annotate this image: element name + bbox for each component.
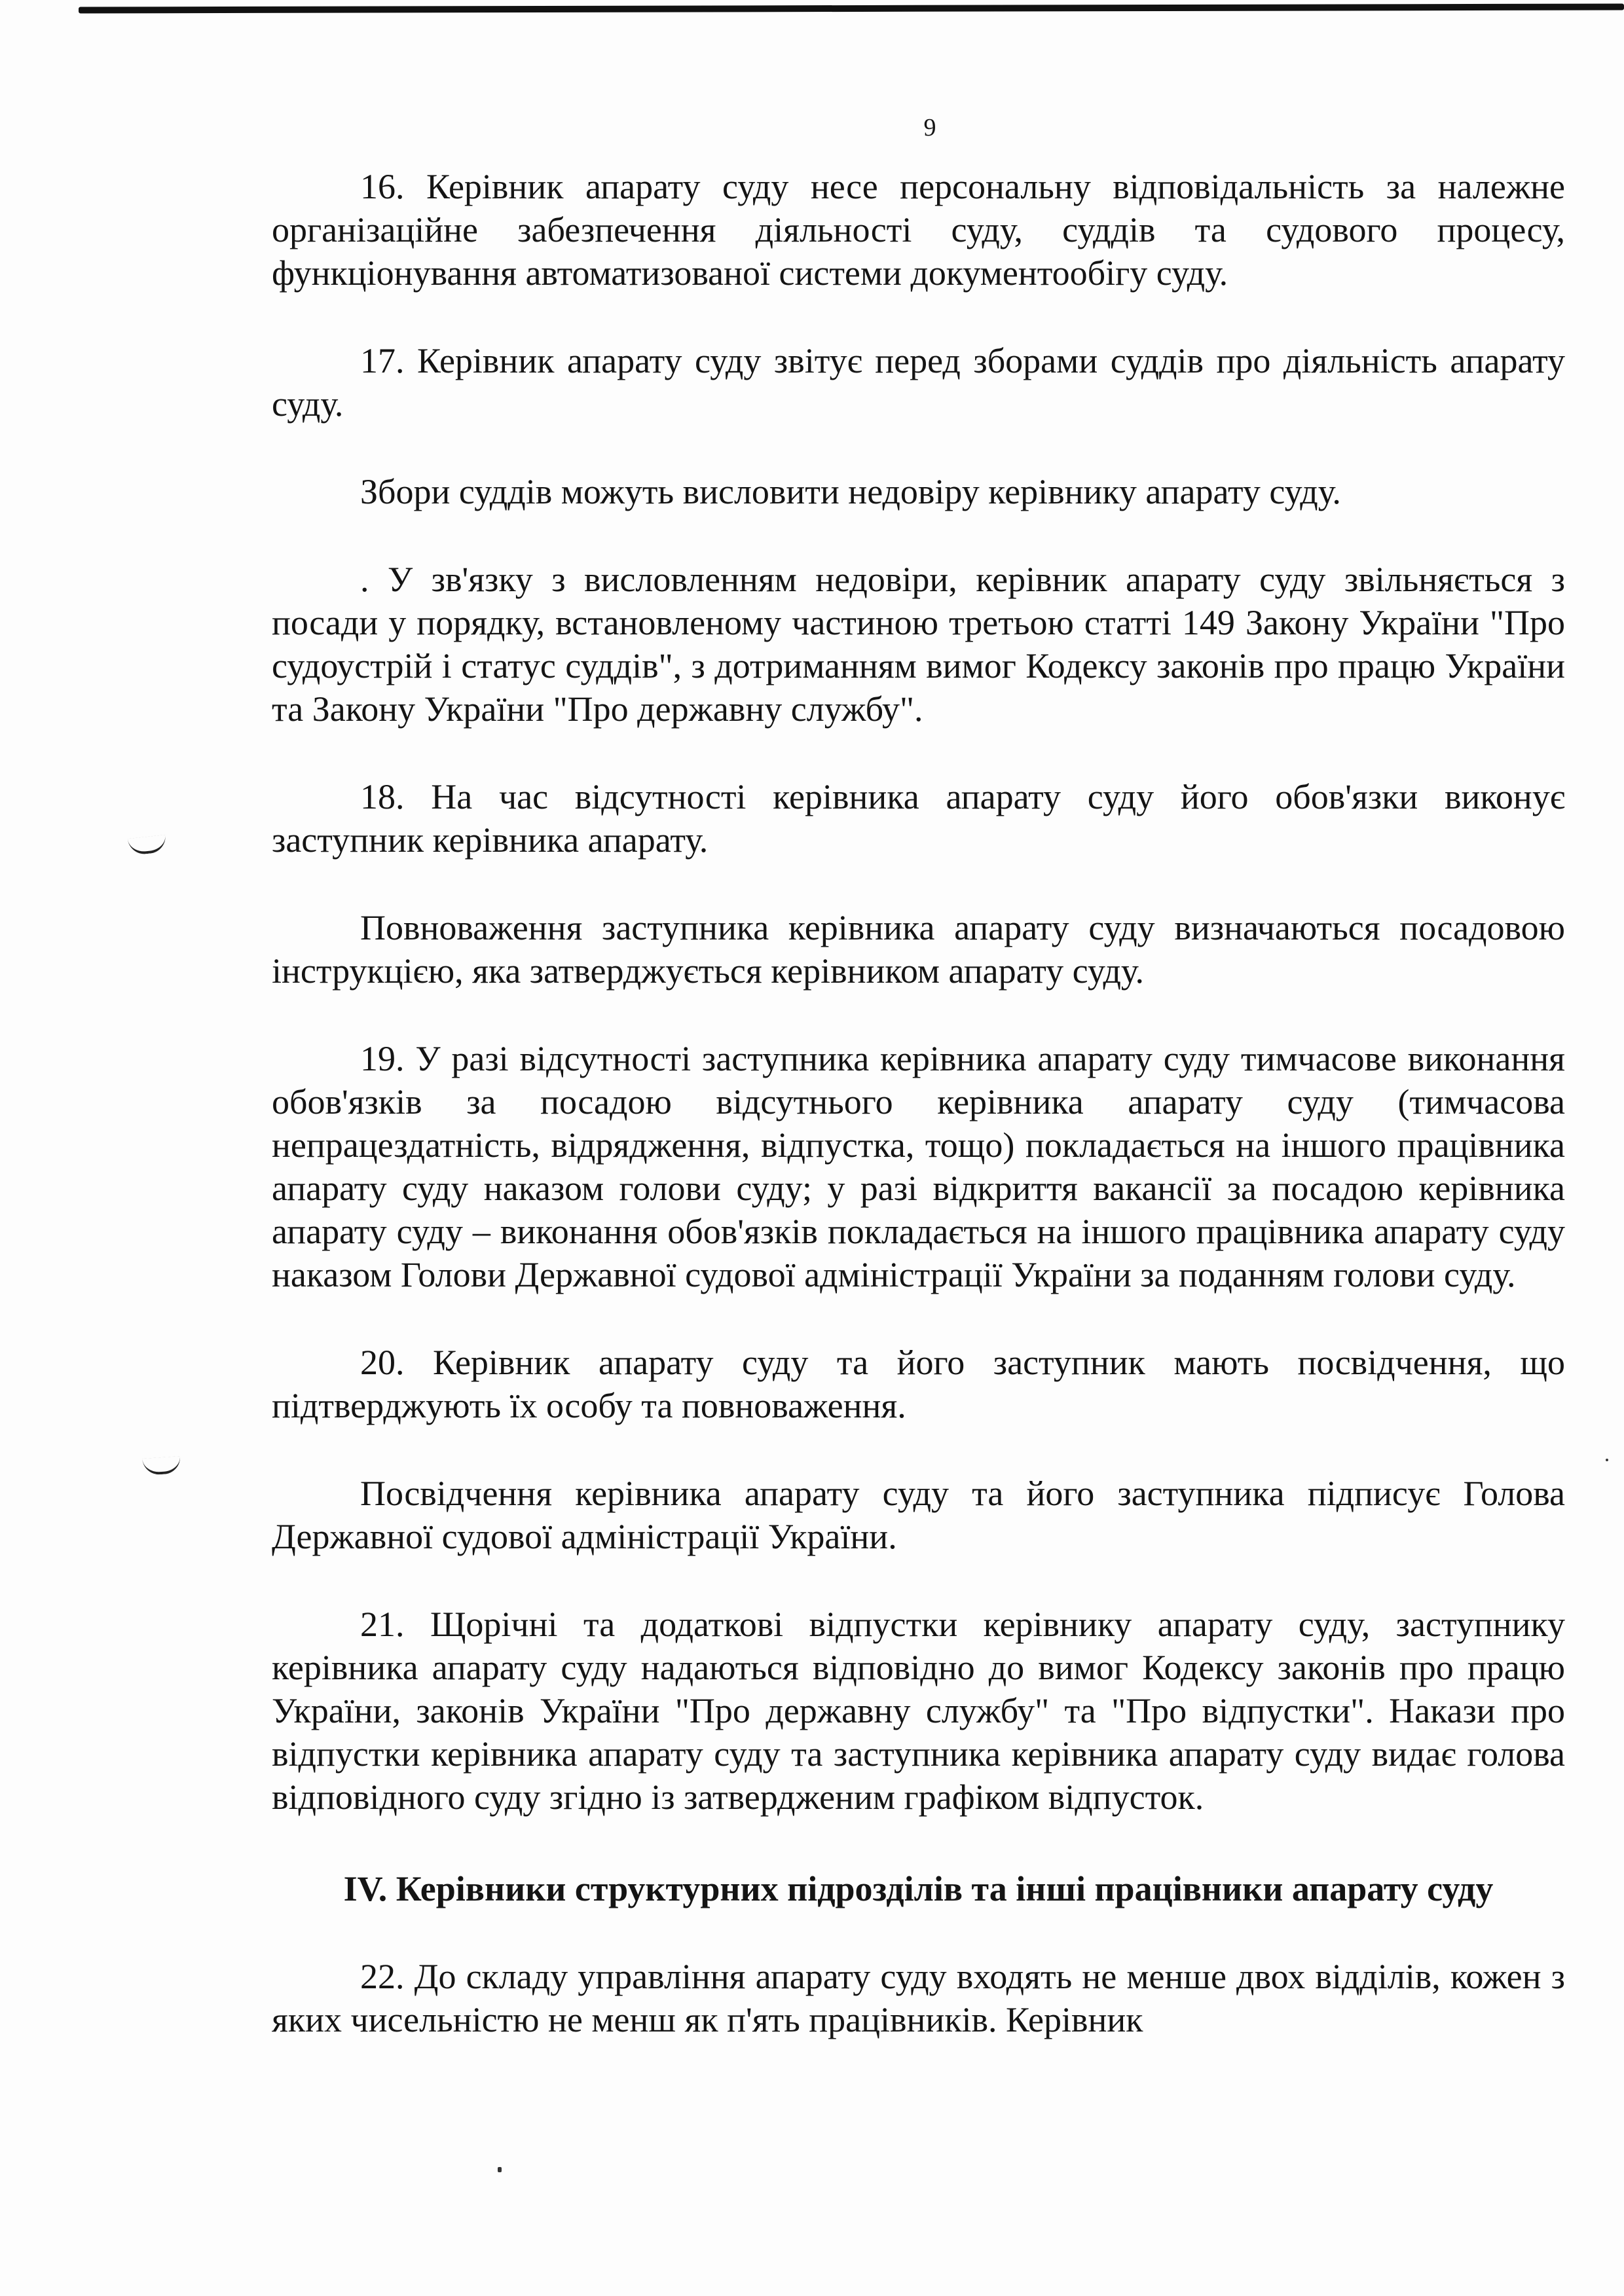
margin-pencil-mark	[128, 835, 167, 856]
paragraph-21: 21. Щорічні та додаткові відпустки керівнику апарату суду, заступнику керівника апарату суду надаються відповідно до вимог Кодексу законів про працю України, законів України "Про державну службу" та "Про відпустки". Накази про відпустки керівника апарату суду та заступника керівника апарату суду видає голова відповідного суду згідно із затвердженим графіком відпусток.	[272, 1605, 1565, 1817]
paragraph-20: 20. Керівник апарату суду та його заступник мають посвідчення, що підтверджують їх особу та повноваження.	[272, 1343, 1565, 1425]
page-number: 9	[923, 114, 936, 141]
paragraph-17: 17. Керівник апарату суду звітує перед зборами суддів про діяльність апарату суду.	[272, 341, 1565, 424]
paragraph-22: 22. До складу управління апарату суду входять не менше двох відділів, кожен з яких чисельністю не менш як п'ять працівників. Керівник	[272, 1957, 1565, 2039]
paragraph-16: 16. Керівник апарату суду несе персональну відповідальність за належне організаційне забезпечення діяльності суду, суддів та судового процесу, функціонування автоматизованої системи документообігу суду.	[272, 167, 1565, 293]
paragraph-18: 18. На час відсутності керівника апарату суду його обов'язки виконує заступник керівника апарату.	[272, 777, 1565, 860]
scan-speck	[498, 2167, 502, 2172]
top-border-line	[79, 4, 1624, 14]
margin-pencil-mark	[142, 1456, 181, 1476]
paragraph-19: 19. У разі відсутності заступника керівника апарату суду тимчасове виконання обов'язків за посадою відсутнього керівника апарату суду (тимчасова непрацездатність, відрядження, відпустка, тощо) покладається на іншого працівника апарату суду наказом голови суду; у разі відкриття вакансії за посадою керівника апарату суду – виконання обов'язків покладається на іншого працівника апарату суду наказом Голови Державної судової адміністрації України за поданням голови суду.	[272, 1039, 1565, 1294]
paragraph-17-dismissal: . У зв'язку з висловленням недовіри, керівник апарату суду звільняється з посади у порядку, встановленому частиною третьою статті 149 Закону України "Про судоустрій і статус суддів", з дотриманням вимог Кодексу законів про працю України та Закону України "Про державну службу".	[272, 560, 1565, 729]
document-body	[272, 165, 1565, 2041]
paragraph-18-deputy-powers: Повноваження заступника керівника апарату суду визначаються посадовою інструкцією, яка затверджується керівником апарату суду.	[272, 908, 1565, 991]
section-heading: IV. Керівники структурних підрозділів та інші працівники апарату суду	[343, 1869, 1494, 1908]
scan-speck	[1606, 1459, 1608, 1461]
paragraph-17-no-confidence: Збори суддів можуть висловити недовіру керівнику апарату суду.	[360, 472, 1341, 511]
paragraph-20-certificate: Посвідчення керівника апарату суду та його заступника підписує Голова Державної судової адміністрації України.	[272, 1474, 1565, 1556]
